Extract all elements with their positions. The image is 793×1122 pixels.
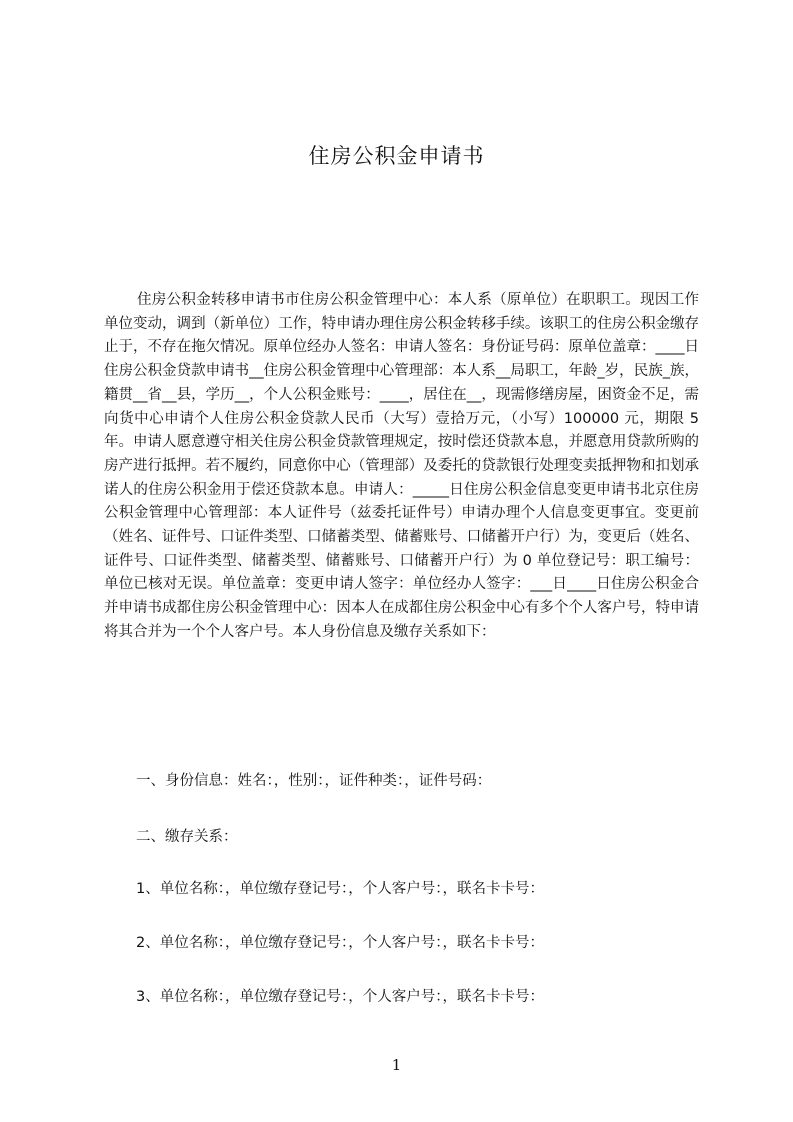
page-number: 1 bbox=[391, 1056, 402, 1074]
deposit-relation-heading: 二、缴存关系： bbox=[136, 829, 238, 845]
application-body-text: 住房公积金转移申请书市住房公积金管理中心：本人系（原单位）在职职工。现因工作单位变动，调到（新单位）工作，特申请办理住房公积金转移手续。该职工的住房公积金缴存止于，不存在拖欠情况。原单位经办人签名：申请人签名：身份证号码：原单位盖章：____日住房公积金贷款申请书__住房公积金管理中心管理部：本人系__局职工，年龄_岁，民族_族，籍贯__省__县，学历__，个人公积金账号：____，居住在__，现需修缮房屋，困资金不足，需向货中心申请个人住房公积金贷款人民币（大写）壹拾万元，（小写）100000 元，期限 5 年。申请人愿意遵守相关住房公积金贷款管理规定，按时偿还贷款本息，并愿意用贷款所购的房产进行抵押。若不履约，同意你中心（管理部）及委托的贷款银行处理变卖抵押物和扣划承诺人的住房公积金用于偿还贷款本息。申请人：_____日住房公积金信息变更申请书北京住房公积金管理中心管理部：本人证件号（兹委托证件号）申请办理个人信息变更事宜。变更前（姓名、证件号、口证件类型、口储蓄类型、储蓄账号、口储蓄开户行）为，变更后（姓名、证件号、口证件类型、储蓄类型、储蓄账号、口储蓄开户行）为 0 单位登记号：职工编号：单位已核对无误。单位盖章：变更申请人签字：单位经办人签字：___日____日住房公积金合并申请书成都住房公积金管理中心：因本人在成都住房公积金中心有多个个人客户号，特申请将其合并为一个个人客户号。本人身份信息及缴存关系如下： bbox=[104, 292, 699, 640]
identity-info-line: 一、身份信息：姓名：，性别：，证件种类：，证件号码： bbox=[136, 773, 492, 789]
document-title: 住房公积金申请书 bbox=[308, 144, 485, 168]
deposit-unit-line-1: 1、单位名称：，单位缴存登记号：，个人客户号：，联名卡卡号： bbox=[136, 881, 544, 897]
deposit-unit-line-2: 2、单位名称：，单位缴存登记号：，个人客户号：，联名卡卡号： bbox=[136, 935, 544, 951]
deposit-unit-line-3: 3、单位名称：，单位缴存登记号：，个人客户号：，联名卡卡号： bbox=[136, 989, 544, 1005]
